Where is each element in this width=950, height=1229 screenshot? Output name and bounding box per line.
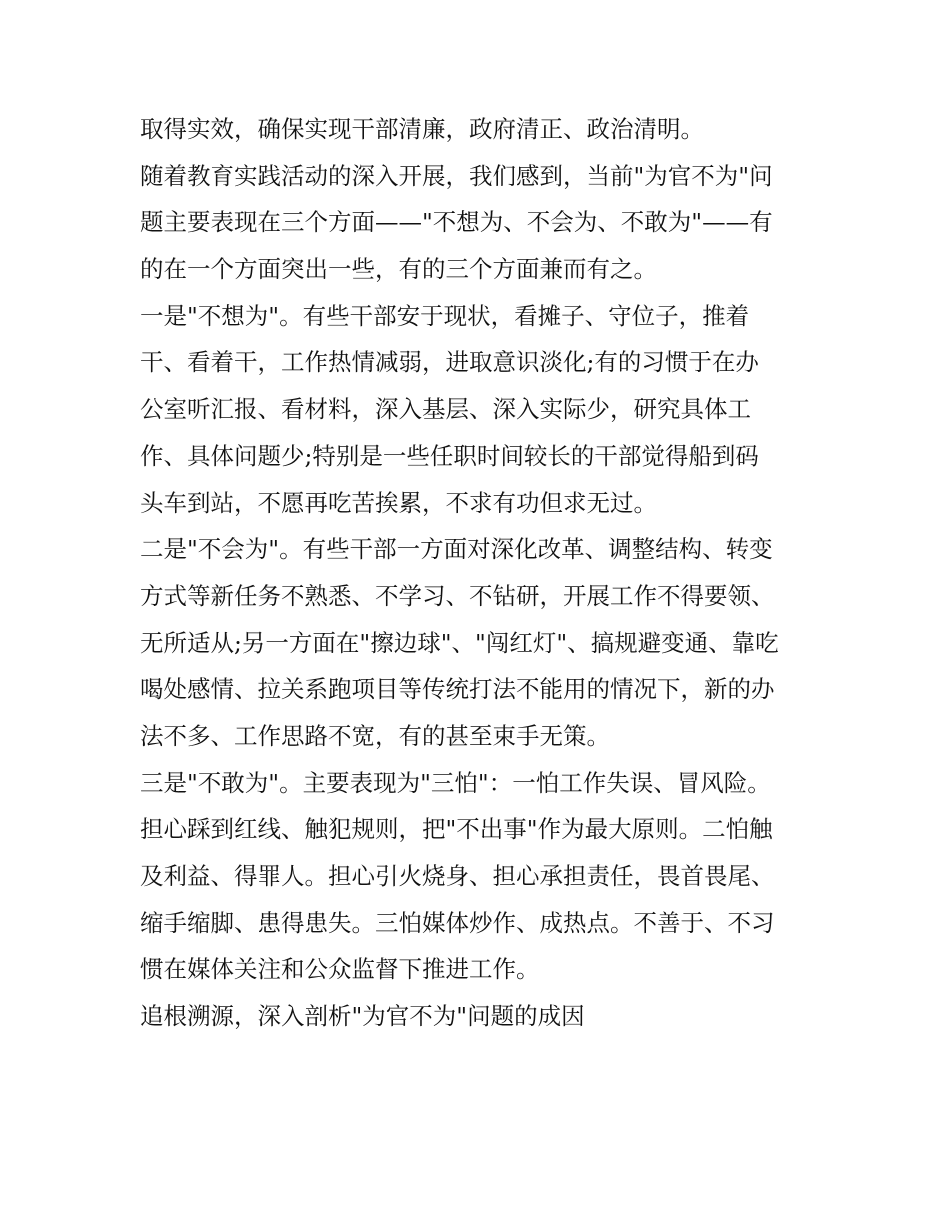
- text-line: 缩手缩脚、患得患失。三怕媒体炒作、成热点。不善于、不习: [140, 908, 775, 937]
- text-line: 作、具体问题少;特别是一些任职时间较长的干部觉得船到码: [140, 441, 759, 470]
- text-line: 方式等新任务不熟悉、不学习、不钻研，开展工作不得要领、: [140, 581, 775, 610]
- text-line: 及利益、得罪人。担心引火烧身、担心承担责任，畏首畏尾、: [140, 862, 775, 890]
- document-body: [140, 106, 820, 1040]
- text-line: 取得实效，确保实现干部清廉，政府清正、政治清明。: [140, 115, 704, 143]
- text-line: 担心踩到红线、触犯规则，把"不出事"作为最大原则。二怕触: [140, 815, 773, 844]
- text-line: 二是"不会为"。有些干部一方面对深化改革、调整结构、转变: [140, 535, 773, 564]
- text-line: 题主要表现在三个方面——"不想为、不会为、不敢为"——有: [140, 208, 773, 237]
- text-line: 法不多、工作思路不宽，有的甚至束手无策。: [140, 721, 610, 750]
- text-line: 干、看着干，工作热情减弱，进取意识淡化;有的习惯于在办: [140, 348, 759, 377]
- text-line: 无所适从;另一方面在"擦边球"、"闯红灯"、搞规避变通、靠吃: [140, 628, 779, 657]
- text-line: 的在一个方面突出一些，有的三个方面兼而有之。: [140, 255, 657, 284]
- text-line: 喝处感情、拉关系跑项目等传统打法不能用的情况下，新的办: [140, 675, 775, 704]
- text-line: 三是"不敢为"。主要表现为"三怕"：一怕工作失误、冒风险。: [140, 768, 771, 797]
- text-line: 追根溯源，深入剖析"为官不为"问题的成因: [140, 1002, 585, 1031]
- text-line: 一是"不想为"。有些干部安于现状，看摊子、守位子，推着: [140, 301, 750, 330]
- text-line: 头车到站，不愿再吃苦挨累，不求有功但求无过。: [140, 488, 657, 517]
- text-line: 公室听汇报、看材料，深入基层、深入实际少，研究具体工: [140, 395, 751, 424]
- text-line: 惯在媒体关注和公众监督下推进工作。: [140, 955, 540, 984]
- text-line: 随着教育实践活动的深入开展，我们感到，当前"为官不为"问: [140, 161, 773, 190]
